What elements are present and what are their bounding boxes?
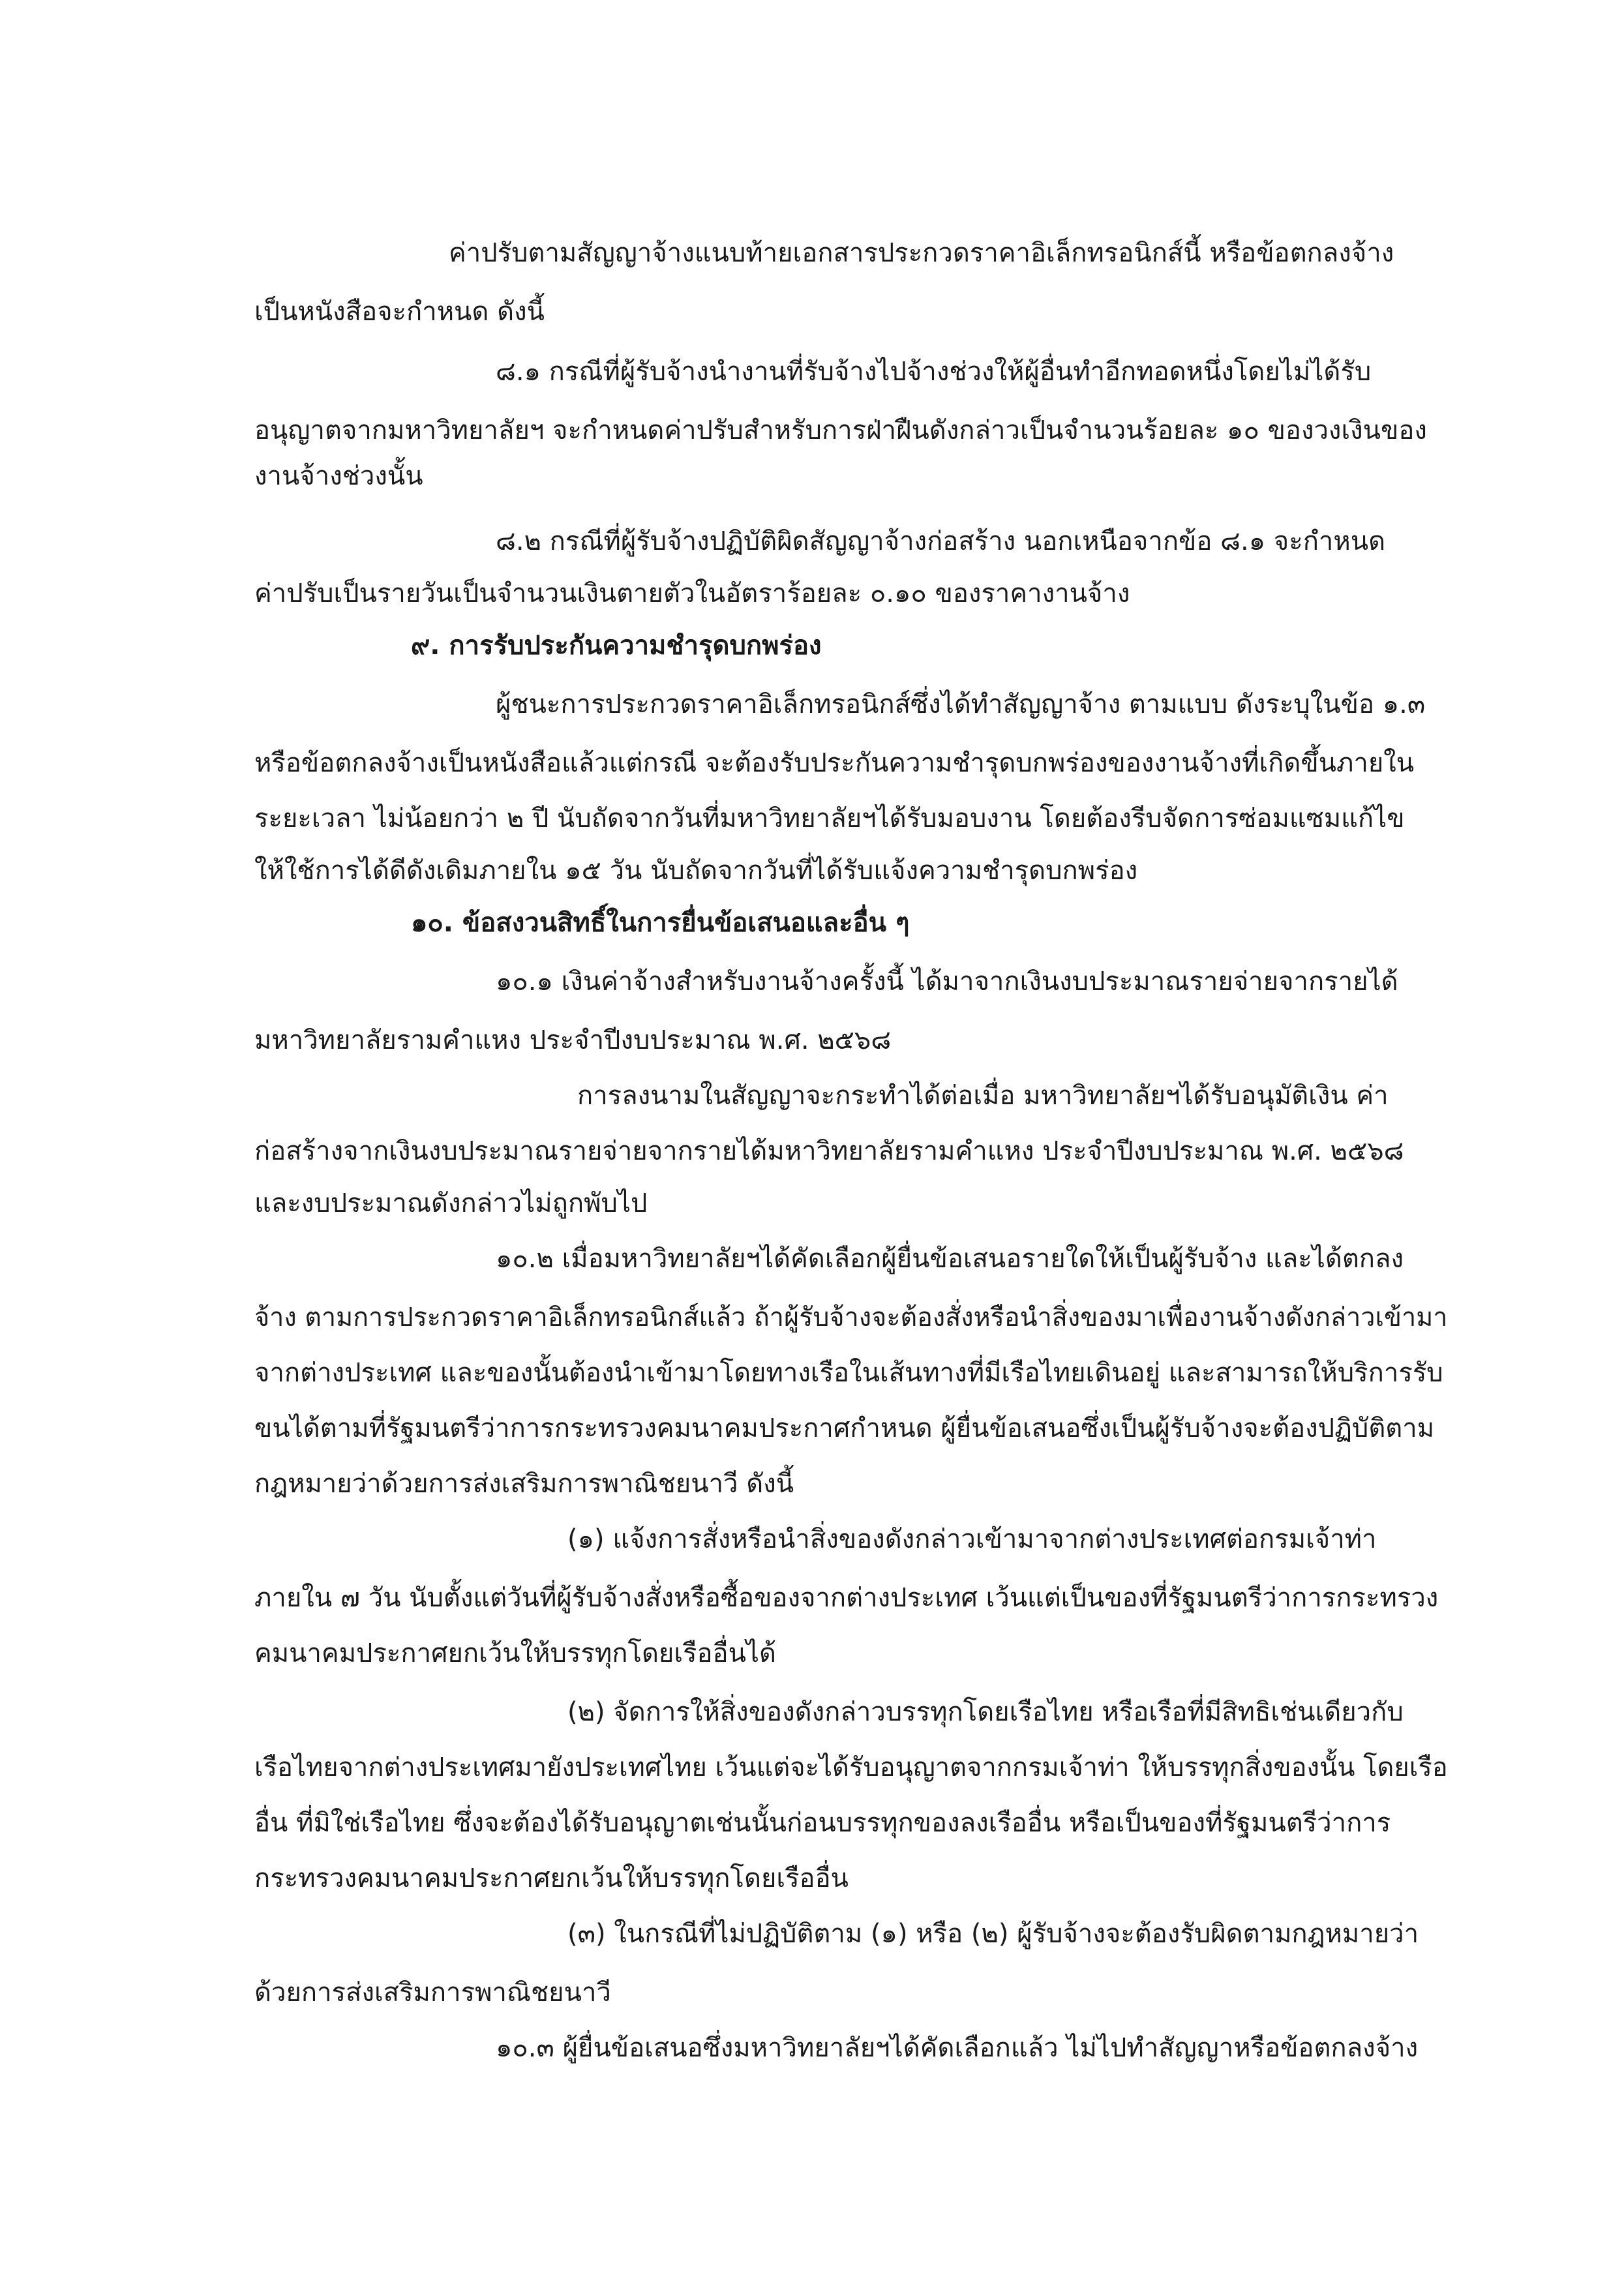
- text-line: และงบประมาณดังกล่าวไม่ถูกพับไป: [254, 1188, 648, 1218]
- text-line: คมนาคมประกาศยกเว้นให้บรรทุกโดยเรืออื่นได้: [254, 1638, 776, 1668]
- text-line: จ้าง ตามการประกวดราคาอิเล็กทรอนิกส์แล้ว ถ้าผู้รับจ้างจะต้องสั่งหรือนำสิ่งของมาเพื่องานจ้างดังกล่าวเข้ามา: [254, 1303, 1448, 1333]
- text-line: ๑๐.๓ ผู้ยื่นข้อเสนอซึ่งมหาวิทยาลัยฯได้คัดเลือกแล้ว ไม่ไปทำสัญญาหรือข้อตกลงจ้าง: [496, 2033, 1419, 2063]
- text-line: ๘.๒ กรณีที่ผู้รับจ้างปฏิบัติผิดสัญญาจ้างก่อสร้าง นอกเหนือจากข้อ ๘.๑ จะกำหนด: [496, 526, 1386, 556]
- text-line: (๓) ในกรณีที่ไม่ปฏิบัติตาม (๑) หรือ (๒) ผู้รับจ้างจะต้องรับผิดตามกฎหมายว่า: [567, 1919, 1419, 1949]
- text-line: ระยะเวลา ไม่น้อยกว่า ๒ ปี นับถัดจากวันที่มหาวิทยาลัยฯได้รับมอบงาน โดยต้องรีบจัดการซ่อมแซมแก้ไข: [254, 804, 1405, 834]
- text-line: การลงนามในสัญญาจะกระทำได้ต่อเมื่อ มหาวิทยาลัยฯได้รับอนุมัติเงิน ค่า: [577, 1081, 1389, 1111]
- text-line: ให้ใช้การได้ดีดังเดิมภายใน ๑๕ วัน นับถัดจากวันที่ได้รับแจ้งความชำรุดบกพร่อง: [254, 856, 1138, 886]
- text-line: ๑๐.๒ เมื่อมหาวิทยาลัยฯได้คัดเลือกผู้ยื่นข้อเสนอรายใดให้เป็นผู้รับจ้าง และได้ตกลง: [496, 1244, 1404, 1274]
- text-line: (๒) จัดการให้สิ่งของดังกล่าวบรรทุกโดยเรือไทย หรือเรือที่มีสิทธิเช่นเดียวกับ: [567, 1697, 1404, 1727]
- text-line: มหาวิทยาลัยรามคำแหง ประจำปีงบประมาณ พ.ศ. ๒๕๖๘: [254, 1025, 892, 1055]
- text-line: ด้วยการส่งเสริมการพาณิชยนาวี: [254, 1978, 611, 2008]
- text-line: หรือข้อตกลงจ้างเป็นหนังสือแล้วแต่กรณี จะต้องรับประกันความชำรุดบกพร่องของงานจ้างที่เกิดขึ้นภายใน: [254, 748, 1415, 778]
- text-line: ค่าปรับตามสัญญาจ้างแนบท้ายเอกสารประกวดราคาอิเล็กทรอนิกส์นี้ หรือข้อตกลงจ้าง: [449, 238, 1394, 268]
- text-line: ๑๐.๑ เงินค่าจ้างสำหรับงานจ้างครั้งนี้ ได้มาจากเงินงบประมาณรายจ่ายจากรายได้: [496, 967, 1398, 997]
- text-line: ก่อสร้างจากเงินงบประมาณรายจ่ายจากรายได้มหาวิทยาลัยรามคำแหง ประจำปีงบประมาณ พ.ศ. ๒๕๖๘: [254, 1136, 1404, 1166]
- text-line: จากต่างประเทศ และของนั้นต้องนำเข้ามาโดยทางเรือในเส้นทางที่มีเรือไทยเดินอยู่ และสามารถให้บริการรับ: [254, 1358, 1443, 1388]
- section-heading: ๙. การรับประกันความชำรุดบกพร่อง: [411, 631, 822, 661]
- text-line: เรือไทยจากต่างประเทศมายังประเทศไทย เว้นแต่จะได้รับอนุญาตจากกรมเจ้าท่า ให้บรรทุกสิ่งของนั้น โดยเรือ: [254, 1753, 1448, 1783]
- text-line: งานจ้างช่วงนั้น: [254, 461, 423, 491]
- text-line: อื่น ที่มิใช่เรือไทย ซึ่งจะต้องได้รับอนุญาตเช่นนั้นก่อนบรรทุกของลงเรืออื่น หรือเป็นของที่รัฐมนตรีว่าการ: [254, 1808, 1391, 1838]
- text-line: อนุญาตจากมหาวิทยาลัยฯ จะกำหนดค่าปรับสำหรับการฝ่าฝืนดังกล่าวเป็นจำนวนร้อยละ ๑๐ ของวงเงินของ: [254, 415, 1427, 445]
- text-line: ขนได้ตามที่รัฐมนตรีว่าการกระทรวงคมนาคมประกาศกำหนด ผู้ยื่นข้อเสนอซึ่งเป็นผู้รับจ้างจะต้องปฏิบัติตาม: [254, 1413, 1435, 1443]
- text-line: กระทรวงคมนาคมประกาศยกเว้นให้บรรทุกโดยเรืออื่น: [254, 1863, 849, 1893]
- text-line: เป็นหนังสือจะกำหนด ดังนี้: [254, 297, 545, 327]
- text-line: ผู้ชนะการประกวดราคาอิเล็กทรอนิกส์ซึ่งได้ทำสัญญาจ้าง ตามแบบ ดังระบุในข้อ ๑.๓: [496, 689, 1426, 719]
- text-line: ค่าปรับเป็นรายวันเป็นจำนวนเงินตายตัวในอัตราร้อยละ ๐.๑๐ ของราคางานจ้าง: [254, 579, 1130, 609]
- section-heading: ๑๐. ข้อสงวนสิทธิ์ในการยื่นข้อเสนอและอื่น ๆ: [411, 908, 910, 938]
- text-line: ๘.๑ กรณีที่ผู้รับจ้างนำงานที่รับจ้างไปจ้างช่วงให้ผู้อื่นทำอีกทอดหนึ่งโดยไม่ได้รับ: [496, 357, 1372, 387]
- text-line: (๑) แจ้งการสั่งหรือนำสิ่งของดังกล่าวเข้ามาจากต่างประเทศต่อกรมเจ้าท่า: [567, 1524, 1377, 1554]
- text-line: ภายใน ๗ วัน นับตั้งแต่วันที่ผู้รับจ้างสั่งหรือซื้อของจากต่างประเทศ เว้นแต่เป็นของที่รัฐมนตรีว่าการกระทรวง: [254, 1583, 1439, 1613]
- text-line: กฎหมายว่าด้วยการส่งเสริมการพาณิชยนาวี ดังนี้: [254, 1469, 794, 1499]
